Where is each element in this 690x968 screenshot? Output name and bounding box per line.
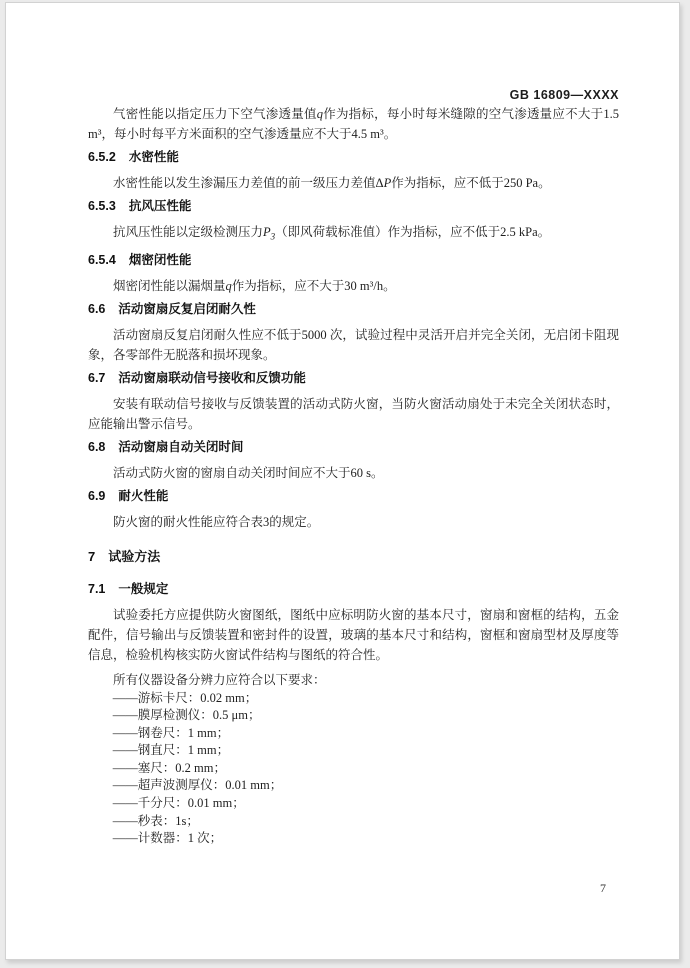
- paragraph-general-requirement: 试验委托方应提供防火窗图纸，图纸中应标明防火窗的基本尺寸，窗扇和窗框的结构，五金配件，信号输出与反馈装置和密封件的设置，玻璃的基本尺寸和结构，窗框和窗扇型材及厚度等信息，检验机构核实防火窗试件结构与图纸的符合性。: [88, 607, 619, 662]
- clause-number: 6.6: [88, 301, 106, 316]
- clause-number: 6.5.3: [88, 199, 116, 213]
- chapter-number: 7: [88, 548, 96, 564]
- clause-title: 抗风压性能: [128, 199, 192, 213]
- paragraph-watertight: [88, 173, 619, 193]
- paragraph-wind-resistance: [88, 222, 619, 247]
- paragraph-text: 作为指标，应不大于30 m³/h。: [231, 278, 396, 293]
- clause-number: 6.8: [88, 439, 106, 454]
- heading-6-7: [88, 370, 619, 387]
- paragraph-close-time: 活动式防火窗的窗扇自动关闭时间应不大于60 s。: [113, 465, 384, 480]
- variable-q: q: [225, 278, 232, 293]
- paragraph-text: 抗风压性能以定级检测压力: [113, 225, 264, 239]
- instrument-list-item: ——钢直尺：1 mm；: [112, 743, 230, 758]
- heading-6-5-4: [88, 252, 619, 269]
- instrument-list-item: ——塞尺：0.2 mm；: [112, 760, 226, 775]
- page-content: [88, 104, 619, 848]
- heading-6-8: [88, 439, 619, 456]
- instrument-list-item: ——秒表：1s；: [112, 813, 199, 828]
- clause-title: 烟密闭性能: [128, 252, 192, 267]
- paragraph-instrument-intro: 所有仪器设备分辨力应符合以下要求：: [113, 672, 326, 687]
- heading-7: [88, 548, 619, 566]
- paragraph-air-permeability: [88, 104, 619, 144]
- paragraph-text: 烟密闭性能以漏烟量: [113, 278, 226, 293]
- instrument-list-item: ——钢卷尺：1 mm；: [112, 725, 230, 740]
- paragraph-smoke-seal: [88, 276, 619, 296]
- paragraph-signal-feedback: 安装有联动信号接收与反馈装置的活动式防火窗，当防火窗活动扇处于未完全关闭状态时，应能输出警示信号。: [88, 396, 619, 431]
- clause-number: 6.9: [88, 488, 106, 503]
- clause-title: 耐火性能: [118, 488, 169, 503]
- paragraph-text: 作为指标，应不低于250 Pa。: [391, 176, 551, 190]
- clause-title: 活动窗扇反复启闭耐久性: [118, 301, 256, 316]
- paragraph-durability: 活动窗扇反复启闭耐久性应不低于5000 次，试验过程中灵活开启并完全关闭，无启闭卡阻现象，各零部件无脱落和损坏现象。: [88, 327, 619, 362]
- clause-title: 活动窗扇联动信号接收和反馈功能: [118, 370, 306, 385]
- instrument-list-item: ——千分尺：0.01 mm；: [112, 796, 245, 811]
- variable-q: q: [316, 107, 323, 121]
- heading-6-5-3: [88, 198, 619, 215]
- clause-title: 活动窗扇自动关闭时间: [118, 439, 244, 454]
- instrument-list-item: ——膜厚检测仪：0.5 μm；: [112, 708, 261, 723]
- variable-p: P: [383, 176, 392, 190]
- chapter-title: 试验方法: [108, 548, 161, 564]
- paragraph-text: 气密性能以指定压力下空气渗透量值: [113, 107, 317, 121]
- paragraph-fire-resistance: 防火窗的耐火性能应符合表3的规定。: [113, 514, 320, 529]
- paragraph-text: 作为指标，每小时每米缝隙的空气渗透量应不大于1.5 m³，每小时每平方米面积的空气渗透量应不大于4.5 m³。: [88, 107, 619, 141]
- heading-6-5-2: [88, 149, 619, 166]
- doc-code-header: GB 16809—XXXX: [509, 88, 619, 102]
- clause-number: 6.5.2: [88, 150, 116, 164]
- paragraph-text: 水密性能以发生渗漏压力差值的前一级压力差值: [113, 176, 376, 190]
- clause-number: 6.5.4: [88, 252, 116, 267]
- page: [5, 2, 680, 960]
- symbol-delta: Δ: [375, 176, 384, 190]
- instrument-list-item: ——游标卡尺：0.02 mm；: [112, 690, 258, 705]
- heading-7-1: [88, 581, 619, 598]
- instrument-list: [88, 690, 619, 848]
- heading-6-9: [88, 488, 619, 505]
- heading-6-6: [88, 301, 619, 318]
- instrument-list-item: ——计数器：1 次；: [112, 831, 223, 846]
- clause-title: 一般规定: [118, 581, 169, 596]
- clause-title: 水密性能: [128, 150, 179, 164]
- paragraph-text: （即风荷载标准值）作为指标，应不低于2.5 kPa。: [275, 225, 551, 239]
- clause-number: 7.1: [88, 581, 106, 596]
- page-number: 7: [600, 881, 606, 895]
- clause-number: 6.7: [88, 370, 106, 385]
- instrument-list-item: ——超声波测厚仪：0.01 mm；: [112, 778, 283, 793]
- variable-p3: $P_3$: [263, 225, 276, 242]
